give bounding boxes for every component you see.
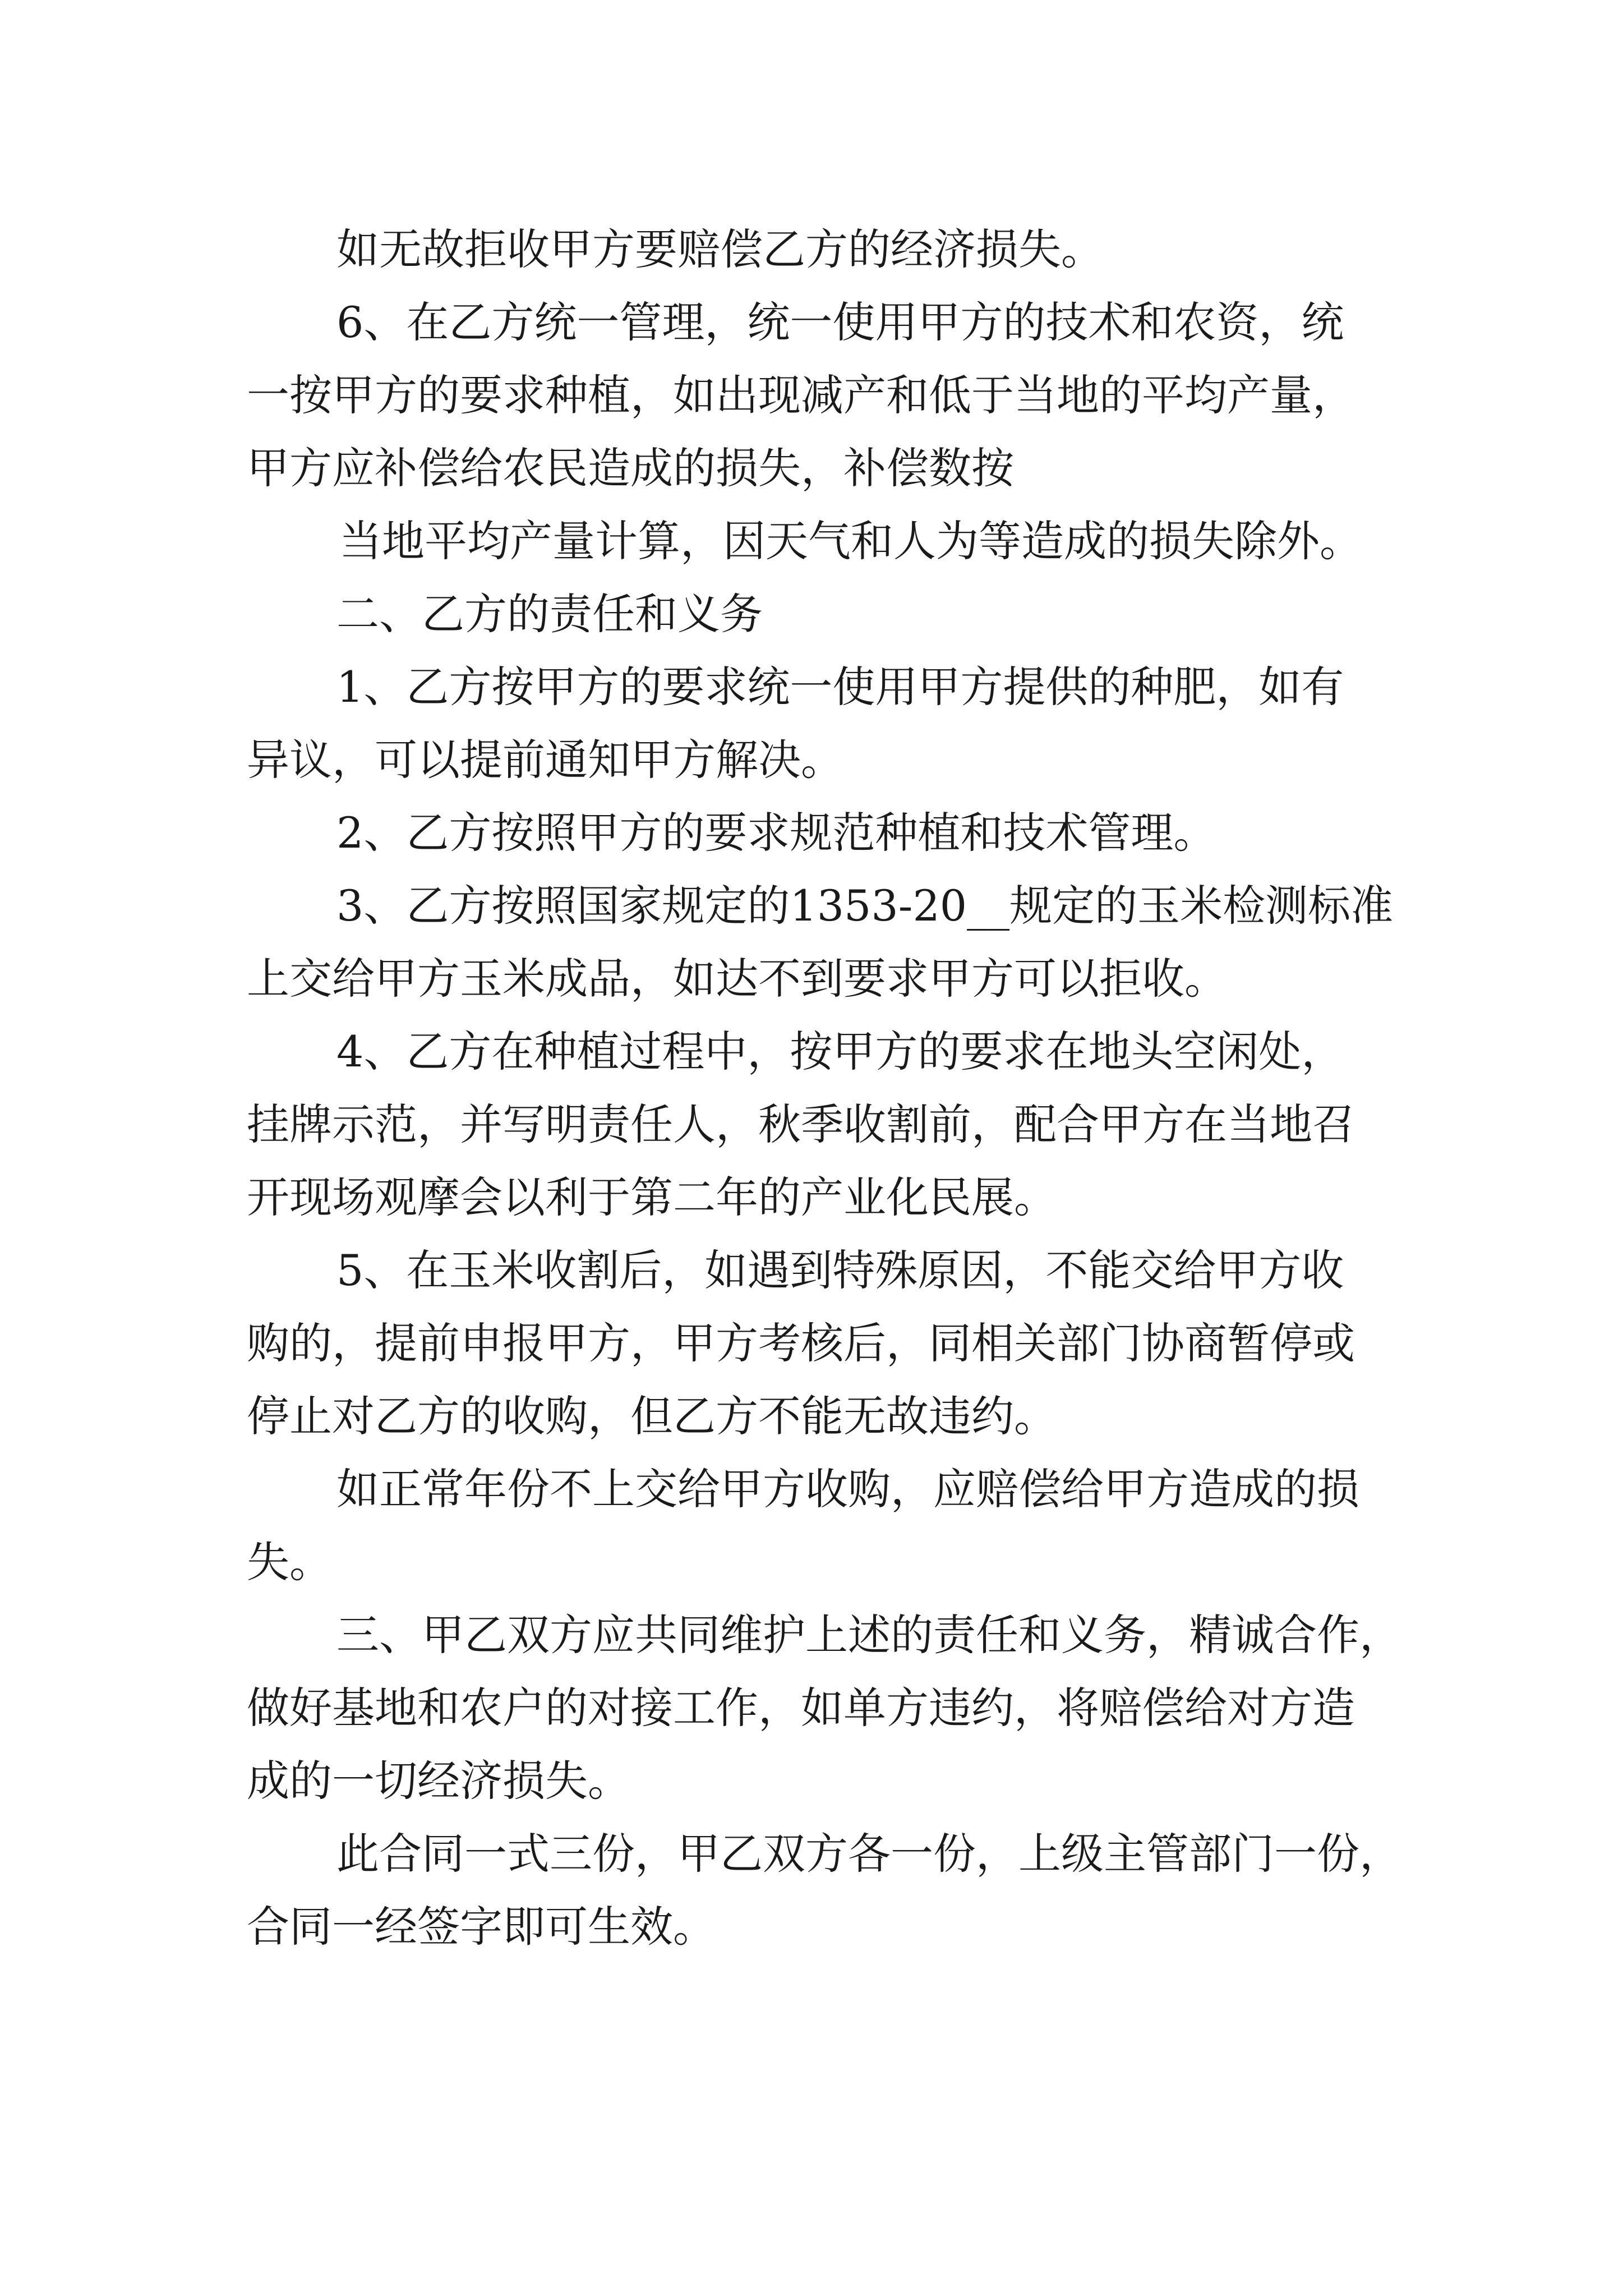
text-line: 挂牌示范，并写明责任人，秋季收割前，配合甲方在当地召 [247,1099,1355,1149]
text-line: 甲方应补偿给农民造成的损失，补偿数按 [247,443,1014,493]
text-line: 3、乙方按照国家规定的1353-20__规定的玉米检测标准 [336,881,1394,931]
text-line: 2、乙方按照甲方的要求规范种植和技术管理。 [336,808,1216,858]
text-line: 停止对乙方的收购，但乙方不能无故违约。 [247,1391,1057,1441]
text-line: 开现场观摩会以利于第二年的产业化民展。 [247,1172,1057,1222]
text-line: 5、在玉米收割后，如遇到特殊原因，不能交给甲方收 [336,1245,1344,1295]
text-line: 做好基地和农户的对接工作，如单方违约，将赔偿给对方造 [247,1683,1355,1733]
text-line: 6、在乙方统一管理，统一使用甲方的技术和农资，统 [336,297,1344,347]
text-line: 此合同一式三份，甲乙双方各一份，上级主管部门一份， [336,1829,1402,1879]
text-line: 如无故拒收甲方要赔偿乙方的经济损失。 [336,224,1104,274]
text-line: 异议，可以提前通知甲方解决。 [247,735,843,785]
text-line: 购的，提前申报甲方，甲方考核后，同相关部门协商暂停或 [247,1318,1355,1368]
text-line: 成的一切经济损失。 [247,1756,630,1806]
text-line: 如正常年份不上交给甲方收购，应赔偿给甲方造成的损 [336,1464,1359,1514]
text-line: 当地平均产量计算，因天气和人为等造成的损失除外。 [339,516,1362,566]
text-line: 1、乙方按甲方的要求统一使用甲方提供的种肥，如有 [336,662,1344,712]
text-line: 4、乙方在种植过程中，按甲方的要求在地头空闲处， [336,1027,1344,1076]
text-line: 一按甲方的要求种植，如出现减产和低于当地的平均产量， [247,370,1355,420]
section-heading: 三、甲乙双方应共同维护上述的责任和义务，精诚合作， [336,1610,1402,1660]
text-line: 上交给甲方玉米成品，如达不到要求甲方可以拒收。 [247,954,1227,1004]
section-heading: 二、乙方的责任和义务 [336,589,763,639]
text-line: 合同一经签字即可生效。 [247,1902,716,1952]
text-line: 失。 [247,1537,332,1587]
